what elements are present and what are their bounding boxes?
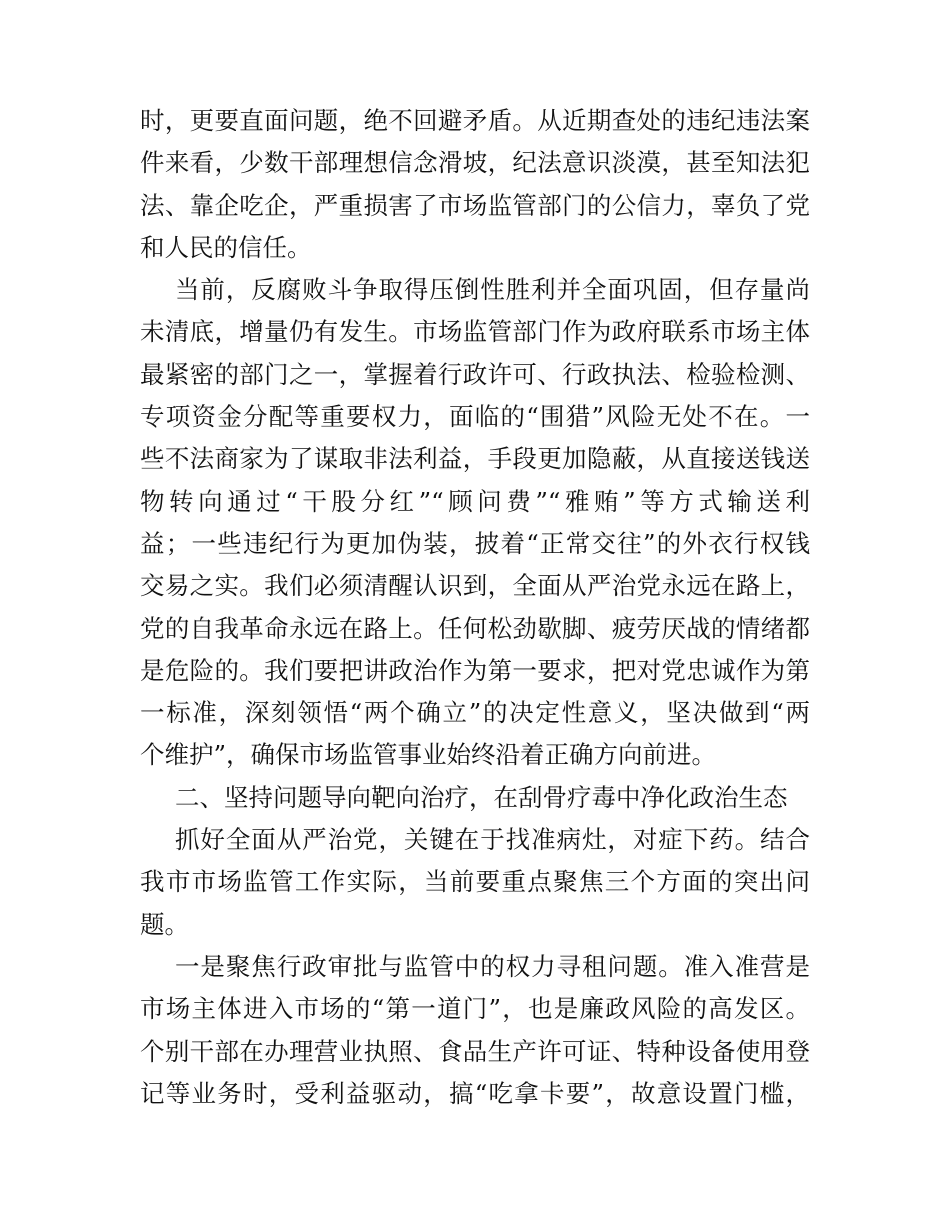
text-line: 些不法商家为了谋取非法利益，手段更加隐蔽，从直接送钱送 [140,444,810,474]
section-heading-text: 二、坚持问题导向靶向治疗，在刮骨疗毒中净化政治生态 [175,782,788,812]
text-line: 个别干部在办理营业执照、食品生产许可证、特种设备使用登 [140,1036,810,1066]
text-line: 市场主体进入市场的“第一道门”，也是廉政风险的高发区。 [140,994,810,1024]
text-line: 和人民的信任。 [140,232,312,262]
paragraph-1 [140,100,810,269]
text-line: 专项资金分配等重要权力，面临的“围猎”风险无处不在。一 [140,402,810,432]
paragraph-4 [140,946,810,1115]
text-line: 记等业务时，受利益驱动，搞“吃拿卡要”，故意设置门槛， [140,1078,810,1108]
paragraph-3 [140,819,810,946]
text-line: 个维护”，确保市场监管事业始终沿着正确方向前进。 [140,740,717,770]
document-body [140,100,810,1115]
text-line: 党的自我革命永远在路上。任何松劲歇脚、疲劳厌战的情绪都 [140,613,810,643]
text-line: 抓好全面从严治党，关键在于找准病灶，对症下药。结合 [175,825,810,855]
text-line: 是危险的。我们要把讲政治作为第一要求，把对党忠诚作为第 [140,655,810,685]
text-line: 交易之实。我们必须清醒认识到，全面从严治党永远在路上， [140,571,810,601]
text-line: 最紧密的部门之一，掌握着行政许可、行政执法、检验检测、 [140,359,810,389]
paragraph-2 [140,269,810,777]
text-line: 件来看，少数干部理想信念滑坡，纪法意识淡漠，甚至知法犯 [140,148,810,178]
text-line: 益；一些违纪行为更加伪装，披着“正常交往”的外衣行权钱 [140,528,810,558]
text-line: 未清底，增量仍有发生。市场监管部门作为政府联系市场主体 [140,317,810,347]
text-line: 一是聚焦行政审批与监管中的权力寻租问题。准入准营是 [175,951,810,981]
text-line: 题。 [140,909,189,939]
text-line: 物转向通过“干股分红”“顾问费”“雅贿”等方式输送利 [140,486,810,516]
text-line: 我市市场监管工作实际，当前要重点聚焦三个方面的突出问 [140,867,810,897]
text-line: 当前，反腐败斗争取得压倒性胜利并全面巩固，但存量尚 [175,275,810,305]
text-line: 时，更要直面问题，绝不回避矛盾。从近期查处的违纪违法案 [140,106,810,135]
text-line: 法、靠企吃企，严重损害了市场监管部门的公信力，辜负了党 [140,190,810,220]
text-line: 一标准，深刻领悟“两个确立”的决定性意义，坚决做到“两 [140,698,810,728]
section-heading-2 [140,777,810,819]
